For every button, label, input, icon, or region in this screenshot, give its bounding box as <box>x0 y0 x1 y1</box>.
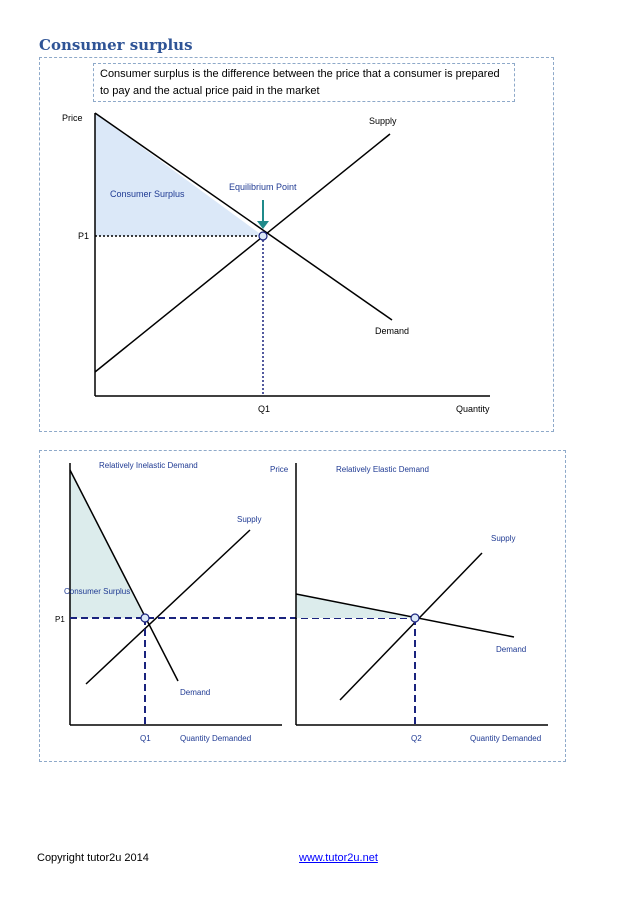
d3-equilibrium-point <box>411 614 419 622</box>
d2-quantity-label: Quantity Demanded <box>180 734 252 743</box>
equilibrium-point <box>259 232 267 240</box>
d1-demand-label: Demand <box>375 326 410 336</box>
d2-q1-label: Q1 <box>140 734 151 743</box>
copyright-text: Copyright tutor2u 2014 <box>37 852 149 864</box>
d2-p1-label: P1 <box>55 615 65 624</box>
d2-equilibrium-point <box>141 614 149 622</box>
d1-q1-label: Q1 <box>258 404 271 414</box>
d2-surplus-label: Consumer Surplus <box>64 587 131 596</box>
d3-q2-label: Q2 <box>411 734 422 743</box>
d1-supply-label: Supply <box>369 116 397 126</box>
definition-text-box: Consumer surplus is the difference between the price that a consumer is prepared to pay and the actual price paid in the market <box>93 63 515 102</box>
d1-surplus-label: Consumer Surplus <box>110 189 185 199</box>
d1-quantity-label: Quantity <box>456 404 490 414</box>
d3-title: Relatively Elastic Demand <box>336 465 429 474</box>
d1-equilibrium-label: Equilibrium Point <box>229 182 297 192</box>
d3-demand-label: Demand <box>496 645 527 654</box>
website-link[interactable]: www.tutor2u.net <box>299 852 378 864</box>
d2-demand-label: Demand <box>180 688 211 697</box>
d1-p1-label: P1 <box>78 231 90 241</box>
page-title: Consumer surplus <box>39 36 193 54</box>
d2-supply-label: Supply <box>237 515 262 524</box>
d3-supply-label: Supply <box>491 534 516 543</box>
d3-price-label: Price <box>270 465 289 474</box>
d2-title: Relatively Inelastic Demand <box>99 461 198 470</box>
d3-quantity-label: Quantity Demanded <box>470 734 542 743</box>
d1-price-label: Price <box>62 113 83 123</box>
